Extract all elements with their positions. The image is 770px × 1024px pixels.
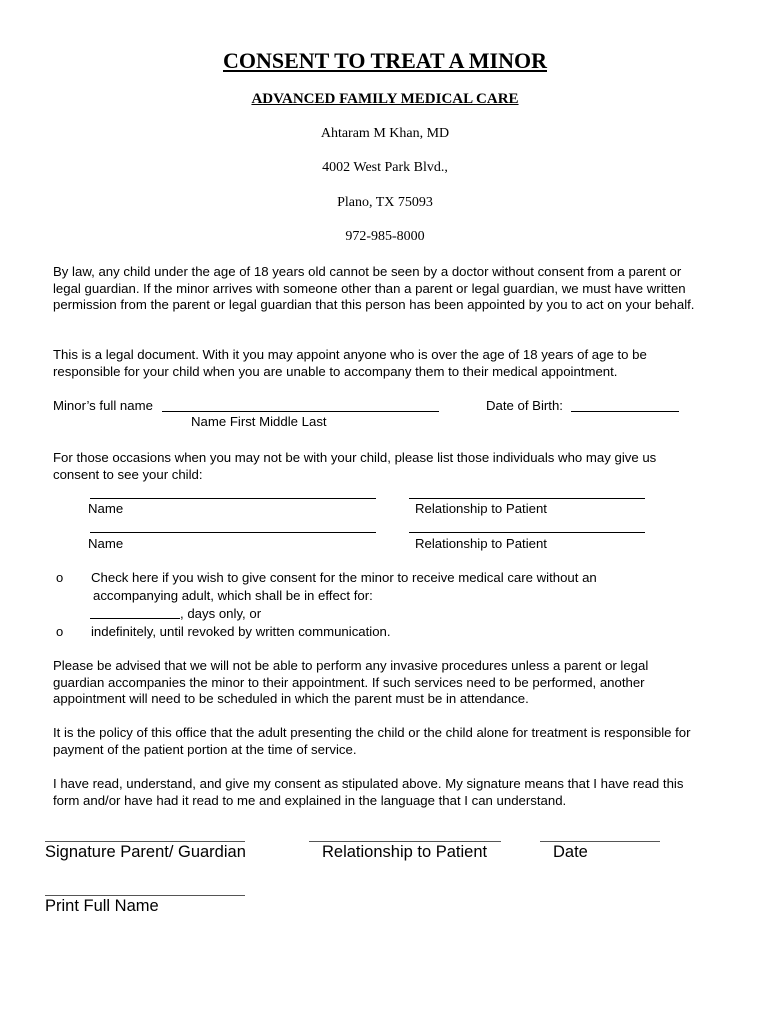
days-count-field[interactable] <box>90 618 180 619</box>
designee-2-name-label: Name <box>88 536 124 551</box>
address-line-2: Plano, TX 75093 <box>337 195 433 210</box>
signature-relationship-field[interactable] <box>309 841 501 842</box>
dob-label: Date of Birth: <box>486 398 563 413</box>
signature-relationship-label: Relationship to Patient <box>322 843 488 861</box>
practice-name: ADVANCED FAMILY MEDICAL CARE <box>251 91 519 107</box>
minor-name-label: Minor’s full name <box>53 398 153 413</box>
print-name-label: Print Full Name <box>45 897 159 915</box>
designee-1-relationship-label: Relationship to Patient <box>415 501 547 516</box>
unaccompanied-care-text-line-2: accompanying adult, which shall be in effect for: <box>93 588 373 603</box>
consent-statement: I have read, understand, and give my consent as stipulated above. My signature means that I have read this form and/or have had it read to me and explained in the language that I can understand. <box>53 776 684 808</box>
minor-name-field[interactable] <box>162 411 439 412</box>
policy-paragraph-1: Please be advised that we will not be able to perform any invasive procedures unless a parent or legal guardian accompanies the minor to their appointment. If such services need to be performed, another appointment will need to be scheduled in which the parent must be in attendance. <box>53 658 649 706</box>
indefinite-text: indefinitely, until revoked by written communication. <box>91 624 391 639</box>
designee-2-name-field[interactable] <box>90 532 376 533</box>
designee-1-relationship-field[interactable] <box>409 498 645 499</box>
signature-date-label: Date <box>553 843 588 861</box>
designee-1-name-label: Name <box>88 501 124 516</box>
dob-field[interactable] <box>571 411 679 412</box>
print-name-field[interactable] <box>45 895 245 896</box>
intro-paragraph-2: This is a legal document. With it you may appoint anyone who is over the age of 18 years of age to be responsible for your child when you are unable to accompany them to their medical appointment. <box>53 347 647 379</box>
minor-name-hint: Name First Middle Last <box>191 414 327 429</box>
designee-2-relationship-label: Relationship to Patient <box>415 536 547 551</box>
policy-paragraph-2: It is the policy of this office that the adult presenting the child or the child alone for treatment is responsible for payment of the patient portion at the time of service. <box>53 725 691 757</box>
form-title: CONSENT TO TREAT A MINOR <box>223 48 547 73</box>
unaccompanied-care-text-line-1: Check here if you wish to give consent for the minor to receive medical care without an <box>91 570 597 585</box>
signature-date-field[interactable] <box>540 841 660 842</box>
checkbox-unaccompanied-care[interactable]: o <box>56 570 64 585</box>
address-line-1: 4002 West Park Blvd., <box>322 160 448 175</box>
designee-2-relationship-field[interactable] <box>409 532 645 533</box>
intro-paragraph-1: By law, any child under the age of 18 years old cannot be seen by a doctor without consent from a parent or legal guardian. If the minor arrives with someone other than a parent or legal guardian, we must have written permission from the parent or legal guardian that this person has been appointed by you to act on your behalf. <box>53 264 695 312</box>
phone-number: 972-985-8000 <box>345 229 425 244</box>
signature-label: Signature Parent/ Guardian <box>45 843 246 861</box>
designee-1-name-field[interactable] <box>90 498 376 499</box>
signature-field[interactable] <box>45 841 245 842</box>
checkbox-indefinite[interactable]: o <box>56 624 64 639</box>
days-only-text: , days only, or <box>180 606 262 621</box>
doctor-name: Ahtaram M Khan, MD <box>320 126 450 141</box>
designees-intro: For those occasions when you may not be with your child, please list those individuals who may give us consent to see your child: <box>53 450 657 482</box>
